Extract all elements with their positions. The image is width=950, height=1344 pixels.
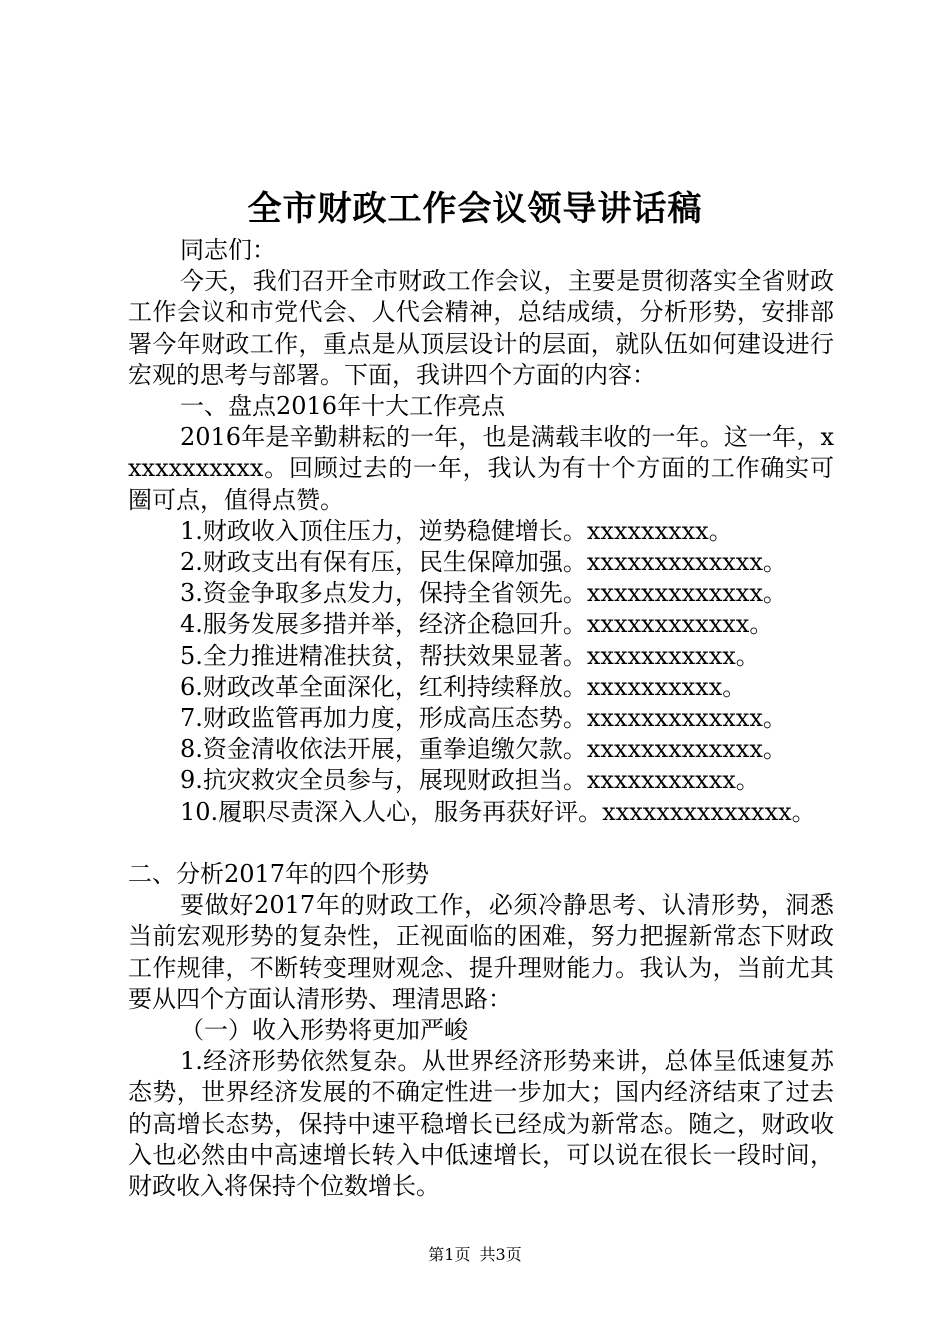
point-paragraph: 1.经济形势依然复杂。从世界经济形势来讲，总体呈低速复苏态势，世界经济发展的不确定性进一步加大；国内经济结束了过去的高增长态势，保持中速平稳增长已经成为新常态。随之，财政收入也必然由中高速增长转入中低速增长，可以说在很长一段时间，财政收入将保持个位数增长。 (128, 1047, 834, 1201)
page-number: 第1页 (428, 1245, 471, 1264)
list-item: 4.服务发展多措并举，经济企稳回升。xxxxxxxxxxxx。 (180, 610, 774, 639)
section2-summary: 要做好2017年的财政工作，必须冷静思考、认清形势，洞悉当前宏观形势的复杂性，正视面临的困难，努力把握新常态下财政工作规律，不断转变理财观念、提升理财能力。我认为，当前尤其要从四个方面认清形势、理清思路： (128, 891, 834, 1013)
list-item: 5.全力推进精准扶贫，帮扶效果显著。xxxxxxxxxxx。 (180, 641, 760, 670)
document-body (128, 235, 834, 1202)
paragraph-spacer (128, 828, 834, 859)
list-item: 1.财政收入顶住压力，逆势稳健增长。xxxxxxxxx。 (180, 516, 733, 545)
list-item: 7.财政监管再加力度，形成高压态势。xxxxxxxxxxxxx。 (180, 704, 787, 733)
list-item: 2.财政支出有保有压，民生保障加强。xxxxxxxxxxxxx。 (180, 548, 787, 577)
intro-paragraph: 今天，我们召开全市财政工作会议，主要是贯彻落实全省财政工作会议和市党代会、人代会精神，总结成绩，分析形势，安排部署今年财政工作，重点是从顶层设计的层面，就队伍如何建设进行宏观的思考与部署。下面，我讲四个方面的内容： (128, 267, 834, 389)
list-item: 9.抗灾救灾全员参与，展现财政担当。xxxxxxxxxxx。 (180, 766, 760, 795)
section-heading-2: 二、分析2017年的四个形势 (128, 860, 430, 889)
list-item: 8.资金清收依法开展，重拳追缴欠款。xxxxxxxxxxxxx。 (180, 735, 787, 764)
list-item: 6.财政改革全面深化，红利持续释放。xxxxxxxxxx。 (180, 672, 747, 701)
salutation: 同志们： (180, 236, 276, 264)
list-item: 10.履职尽责深入人心，服务再获好评。xxxxxxxxxxxxxx。 (180, 797, 816, 826)
section1-summary: 2016年是辛勤耕耘的一年，也是满载丰收的一年。这一年，xxxxxxxxxxx。回顾过去的一年，我认为有十个方面的工作确实可圈可点，值得点赞。 (128, 423, 834, 514)
document-title: 全市财政工作会议领导讲话稿 (247, 189, 703, 229)
section-heading-1: 一、盘点2016年十大工作亮点 (180, 392, 506, 421)
subsection-heading: （一）收入形势将更加严峻 (180, 1016, 468, 1045)
page-total: 共3页 (479, 1245, 522, 1264)
page-footer (0, 1243, 950, 1267)
list-item: 3.资金争取多点发力，保持全省领先。xxxxxxxxxxxxx。 (180, 579, 787, 608)
